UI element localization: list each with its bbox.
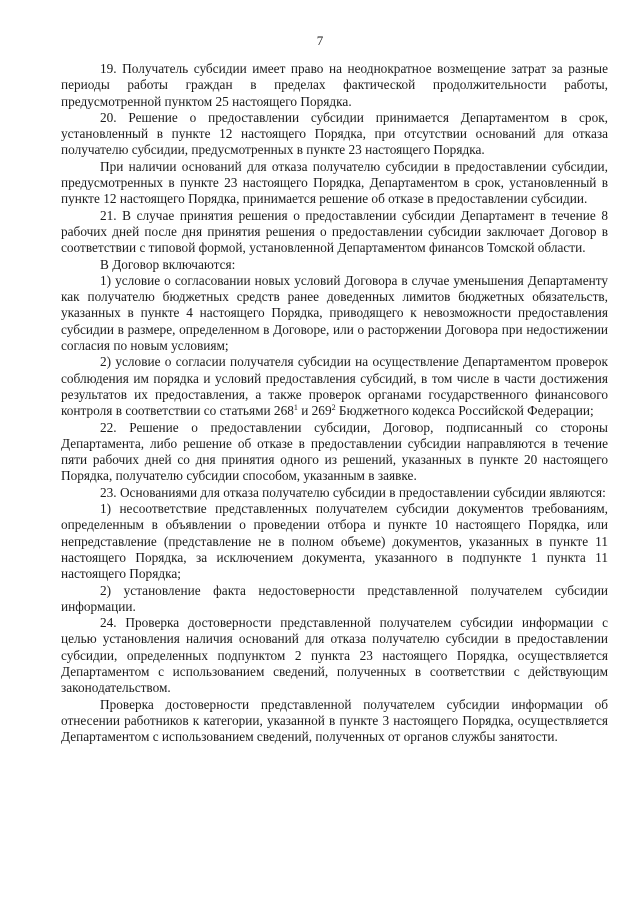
article-superscript-1: 1 (293, 403, 298, 413)
item-2-main-text: 2) условие о согласии получателя субсидии на осуществление Департаментом проверок соблюдения им порядка и условий предоставления субсидий, в том числе в части достижения результатов их предоставления, а также проверок органами государственного финансового контроля в соответствии со статьями 268 (61, 354, 608, 419)
article-superscript-2: 2 (331, 403, 336, 413)
paragraph-23: 23. Основаниями для отказа получателю субсидии в предоставлении субсидии являются: (100, 484, 606, 500)
paragraph-24-verification: Проверка достоверности представленной получателем субсидии информации об отнесении работников к категории, указанной в пункте 3 настоящего Порядка, осуществляется Департаментом с использованием сведений, полученных от органов службы занятости. (61, 696, 608, 745)
paragraph-23-item-2: 2) установление факта недостоверности представленной получателем субсидии информации. (61, 582, 608, 614)
paragraph-23-item-1: 1) несоответствие представленных получателем субсидии документов требованиям, определенным в объявлении о проведении отбора и пункте 10 настоящего Порядка, или непредставление (представление не в полном объеме) документов, указанных в пункте 11 настоящего Порядка, за исключением документа, указанного в подпункте 1 пункта 11 настоящего Порядка; (61, 501, 608, 582)
paragraph-22: 22. Решение о предоставлении субсидии, Договор, подписанный со стороны Департамента, либо решение об отказе в предоставлении субсидии направляются в течение пяти рабочих дней со дня принятия одного из решений, указанных в пункте 20 настоящего Порядка, получателю субсидии способом, указанным в заявке. (61, 419, 608, 484)
paragraph-20-refusal: При наличии оснований для отказа получателю субсидии в предоставлении субсидии, предусмотренных в пункте 23 настоящего Порядка, Департаментом в срок, установленный в пункте 12 настоящего Порядка, принимается решение об отказе в предоставлении субсидии. (61, 158, 608, 207)
paragraph-21-item-1: 1) условие о согласовании новых условий Договора в случае уменьшения Департаменту как получателю бюджетных средств ранее доведенных лимитов бюджетных обязательств, указанных в пункте 4 настоящего Порядка, приводящего к невозможности предоставления субсидии в размере, определенном в Договоре, или о расторжении Договора при недостижении согласия по новым условиям; (61, 272, 608, 354)
item-2-and-text: и 269 (297, 403, 332, 419)
item-2-tail-text: Бюджетного кодекса Российской Федерации; (335, 403, 594, 419)
paragraph-20: 20. Решение о предоставлении субсидии принимается Департаментом в срок, установленный в пункте 12 настоящего Порядка, при отсутствии оснований для отказа получателю субсидии, предусмотренных в пункте 23 настоящего Порядка. (61, 109, 608, 158)
paragraph-19: 19. Получатель субсидии имеет право на неоднократное возмещение затрат за разные периоды работы граждан в пределах фактической продолжительности работы, предусмотренной пунктом 25 настоящего Порядка. (61, 61, 608, 109)
document-body (61, 61, 608, 745)
paragraph-24: 24. Проверка достоверности представленной получателем субсидии информации с целью установления наличия оснований для отказа получателю субсидии в предоставлении субсидии, определенных подпунктом 2 пункта 23 настоящего Порядка, осуществляется Департаментом с использованием сведений, полученных в соответствии с действующим законодательством. (61, 615, 608, 696)
paragraph-21-includes: В Договор включаются: (100, 256, 236, 272)
page-number: 7 (316, 33, 324, 48)
paragraph-21: 21. В случае принятия решения о предоставлении субсидии Департамент в течение 8 рабочих дней после дня принятия решения о предоставлении субсидии заключает Договор в соответствии с типовой формой, установленной Департаментом финансов Томской области. (61, 207, 608, 256)
paragraph-21-item-2 (61, 354, 608, 419)
